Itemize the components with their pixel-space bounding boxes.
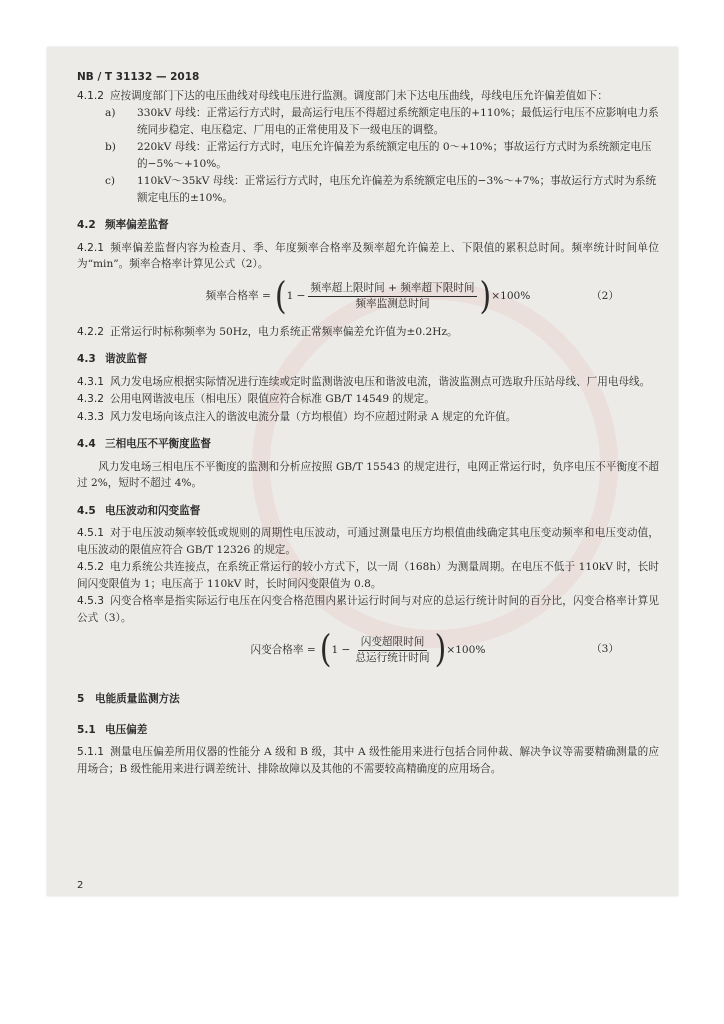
numerator: 频率超上限时间 + 频率超下限时间: [308, 281, 478, 297]
one-minus: 1 −: [331, 643, 351, 656]
equation-number: （2）: [591, 289, 619, 302]
clause-text: 对于电压波动频率较低或规则的周期性电压波动，可通过测量电压方均根值曲线确定其电压变动频率和电压变动值，电压波动的限值应符合 GB/T 12326 的规定。: [77, 527, 659, 556]
section-title: 电压波动和闪变监督: [105, 504, 201, 517]
section-heading-4-2: [77, 217, 659, 234]
left-paren: (: [319, 627, 332, 672]
clause-text: 闪变合格率是指实际运行电压在闪变合格范围内累计运行时间与对应的总运行统计时间的百分比，闪变合格率计算见公式（3）。: [77, 595, 659, 624]
paragraph-4-4: 风力发电场三相电压不平衡度的监测和分析应按照 GB/T 15543 的规定进行，电网正常运行时，负序电压不平衡度不超过 2%，短时不超过 4%。: [77, 460, 659, 489]
paragraph-4-5-1: [77, 525, 659, 558]
right-paren: ): [479, 274, 492, 318]
paragraph-4-5-3: [77, 593, 659, 626]
section-number: 4.4: [77, 438, 96, 450]
list-marker: a): [105, 107, 116, 119]
times-percent: ×100%: [491, 290, 531, 303]
clause-number: 5.1.1: [77, 746, 104, 758]
section-heading-4-3: [77, 351, 659, 368]
list-item-text: 220kV 母线：正常运行方式时，电压允许偏差为系统额定电压的 0～+10%；事故运行方式时为系统额定电压的−5%～+10%。: [137, 141, 652, 170]
list-item: [77, 173, 659, 206]
section-number: 4.3: [77, 353, 96, 365]
standard-header: NB / T 31132 — 2018: [77, 71, 200, 83]
clause-text: 电力系统公共连接点，在系统正常运行的较小方式下，以一周（168h）为测量周期。在电压不低于 110kV 时，长时间闪变限值为 1；电压高于 110kV 时，长时间闪变限值为 0.8。: [77, 561, 659, 590]
fraction: [308, 281, 478, 312]
paragraph-4-5-2: [77, 559, 659, 592]
clause-text: 应按调度部门下达的电压曲线对母线电压进行监测。调度部门未下达电压曲线，母线电压允许偏差值如下：: [109, 89, 608, 102]
paragraph-4-2-1: [77, 240, 659, 273]
clause-text: 风力发电场向该点注入的谐波电流分量（方均根值）均不应超过附录 A 规定的允许值。: [109, 410, 517, 423]
section-heading-5-1: [77, 722, 659, 739]
document-page: [47, 47, 678, 896]
section-title: 三相电压不平衡度监督: [105, 438, 211, 450]
section-number: 4.5: [77, 504, 96, 517]
page-content: [77, 69, 659, 778]
one-minus: 1 −: [286, 290, 306, 303]
paragraph-4-3-1: [77, 374, 659, 391]
denominator: 频率监测总时间: [355, 298, 430, 310]
section-title: 电压偏差: [105, 723, 148, 736]
paragraph-4-3-2: [77, 391, 659, 408]
right-paren: ): [434, 627, 447, 672]
list-item-text: 330kV 母线：正常运行方式时，最高运行电压不得超过系统额定电压的+110%；最低运行电压不应影响电力系统同步稳定、电压稳定、厂用电的正常使用及下一级电压的调整。: [137, 107, 659, 136]
list-marker: c): [105, 175, 116, 187]
chapter-heading-5: [77, 691, 659, 708]
chapter-number: 5: [77, 693, 85, 705]
chapter-title: 电能质量监测方法: [95, 693, 180, 705]
list-item: [77, 139, 659, 172]
clause-number: 4.3.3: [77, 410, 104, 423]
paragraph-4-1-2: [77, 88, 659, 105]
clause-text: 公用电网谐波电压（相电压）限值应符合标准 GB/T 14549 的规定。: [109, 393, 435, 405]
fraction: [352, 635, 432, 666]
clause-text: 正常运行时标称频率为 50Hz，电力系统正常频率偏差允许值为±0.2Hz。: [109, 325, 458, 338]
clause-number: 4.3.1: [77, 375, 104, 388]
clause-number: 4.1.2: [77, 89, 104, 102]
times-percent: ×100%: [446, 643, 486, 656]
list-item: [77, 105, 659, 138]
numerator: 闪变超限时间: [358, 635, 428, 651]
equation-number: （3）: [591, 643, 619, 655]
paragraph-4-3-3: [77, 409, 659, 426]
list-marker: b): [105, 141, 116, 153]
section-title: 频率偏差监督: [105, 219, 169, 231]
page-number: 2: [77, 880, 84, 891]
formula-lhs: 闪变合格率 =: [250, 643, 316, 656]
clause-text: 测量电压偏差所用仪器的性能分 A 级和 B 级，其中 A 级性能用来进行包括合同仲裁、解决争议等需要精确测量的应用场合；B 级性能用来进行调差统计、排除故障以及其他的不需要较高精确度的应用场合。: [77, 746, 659, 775]
list-item-text: 110kV～35kV 母线：正常运行方式时，电压允许偏差为系统额定电压的−3%～+7%；事故运行方式时为系统额定电压的±10%。: [137, 175, 657, 204]
section-number: 4.2: [77, 219, 96, 231]
clause-number: 4.3.2: [77, 393, 104, 405]
paragraph-4-2-2: [77, 324, 659, 341]
section-heading-4-4: [77, 436, 659, 453]
clause-text: 风力发电场应根据实际情况进行连续或定时监测谐波电压和谐波电流，谐波监测点可选取升压站母线、厂用电母线。: [109, 375, 651, 388]
clause-number: 4.5.3: [77, 595, 104, 607]
denominator: 总运行统计时间: [355, 651, 430, 664]
formula-lhs: 频率合格率 =: [205, 290, 271, 303]
left-paren: (: [274, 274, 287, 318]
section-heading-4-5: [77, 503, 659, 520]
clause-number: 4.5.1: [77, 527, 104, 539]
formula-3: [77, 629, 659, 671]
clause-number: 4.5.2: [77, 561, 104, 573]
section-number: 5.1: [77, 723, 96, 736]
clause-text: 频率偏差监督内容为检查月、季、年度频率合格率及频率超允许偏差上、下限值的累积总时间。频率统计时间单位为“min”。频率合格率计算见公式（2）。: [77, 241, 659, 270]
clause-number: 4.2.2: [77, 325, 104, 338]
paragraph-5-1-1: [77, 744, 659, 777]
clause-number: 4.2.1: [77, 241, 104, 254]
formula-2: [77, 276, 659, 318]
section-title: 谐波监督: [105, 353, 148, 365]
